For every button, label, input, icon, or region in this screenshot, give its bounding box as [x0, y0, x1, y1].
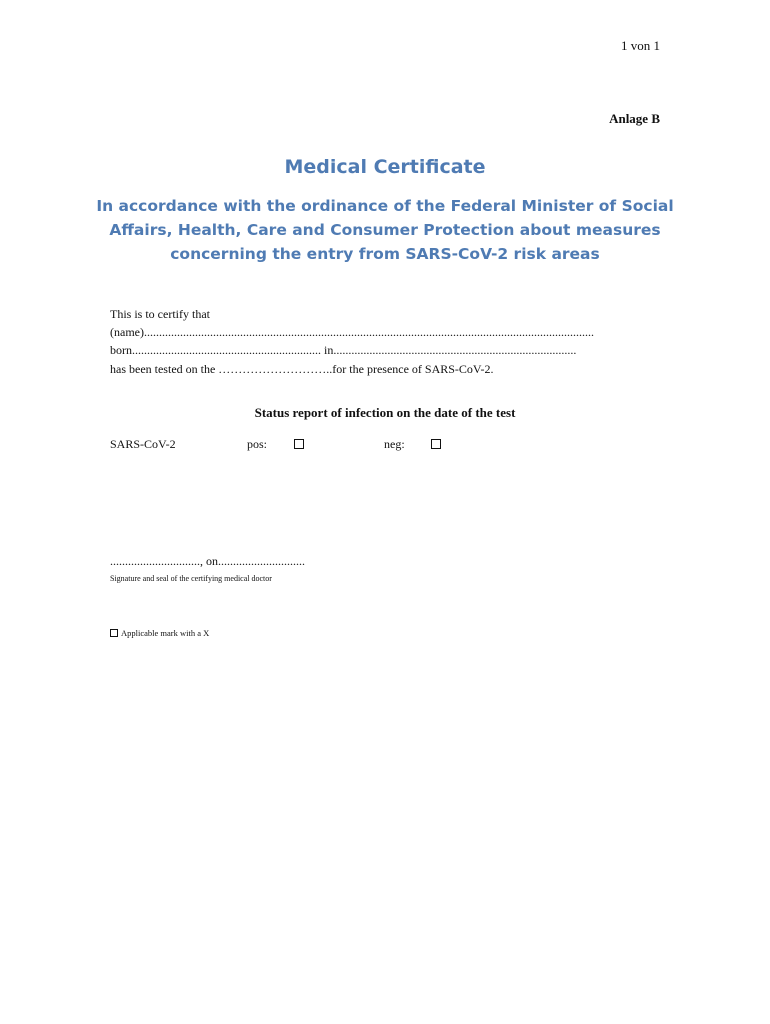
pos-checkbox[interactable] [294, 439, 304, 449]
annex-label: Anlage B [609, 111, 660, 126]
certify-line: This is to certify that [110, 307, 210, 321]
status-heading: Status report of infection on the date of the test [254, 405, 516, 420]
footnote-text: Applicable mark with a X [121, 628, 210, 638]
tested-date-line[interactable]: has been tested on the ………………………..for the presence of SARS-CoV-2. [110, 362, 494, 376]
document-subtitle: In accordance with the ordinance of the Federal Minister of Social Affairs, Health, Care and Consumer Protection about measures concerning the entry from SARS-CoV-2 risk areas [96, 197, 674, 263]
place-date-line[interactable]: .............................., on............................. [110, 554, 305, 568]
pos-label: pos: [247, 437, 268, 451]
signature-caption: Signature and seal of the certifying medical doctor [110, 574, 272, 583]
neg-checkbox[interactable] [431, 439, 441, 449]
page-number: 1 von 1 [621, 38, 660, 53]
name-field-line[interactable]: (name)...................................................................................................................................................... [110, 325, 594, 339]
test-label: SARS-CoV-2 [110, 437, 176, 451]
footnote [110, 628, 209, 638]
neg-label: neg: [384, 437, 405, 451]
born-field-line[interactable]: born............................................................... in................................................................................. [110, 343, 577, 357]
document-title: Medical Certificate [284, 156, 486, 178]
checkbox-icon [110, 629, 118, 637]
